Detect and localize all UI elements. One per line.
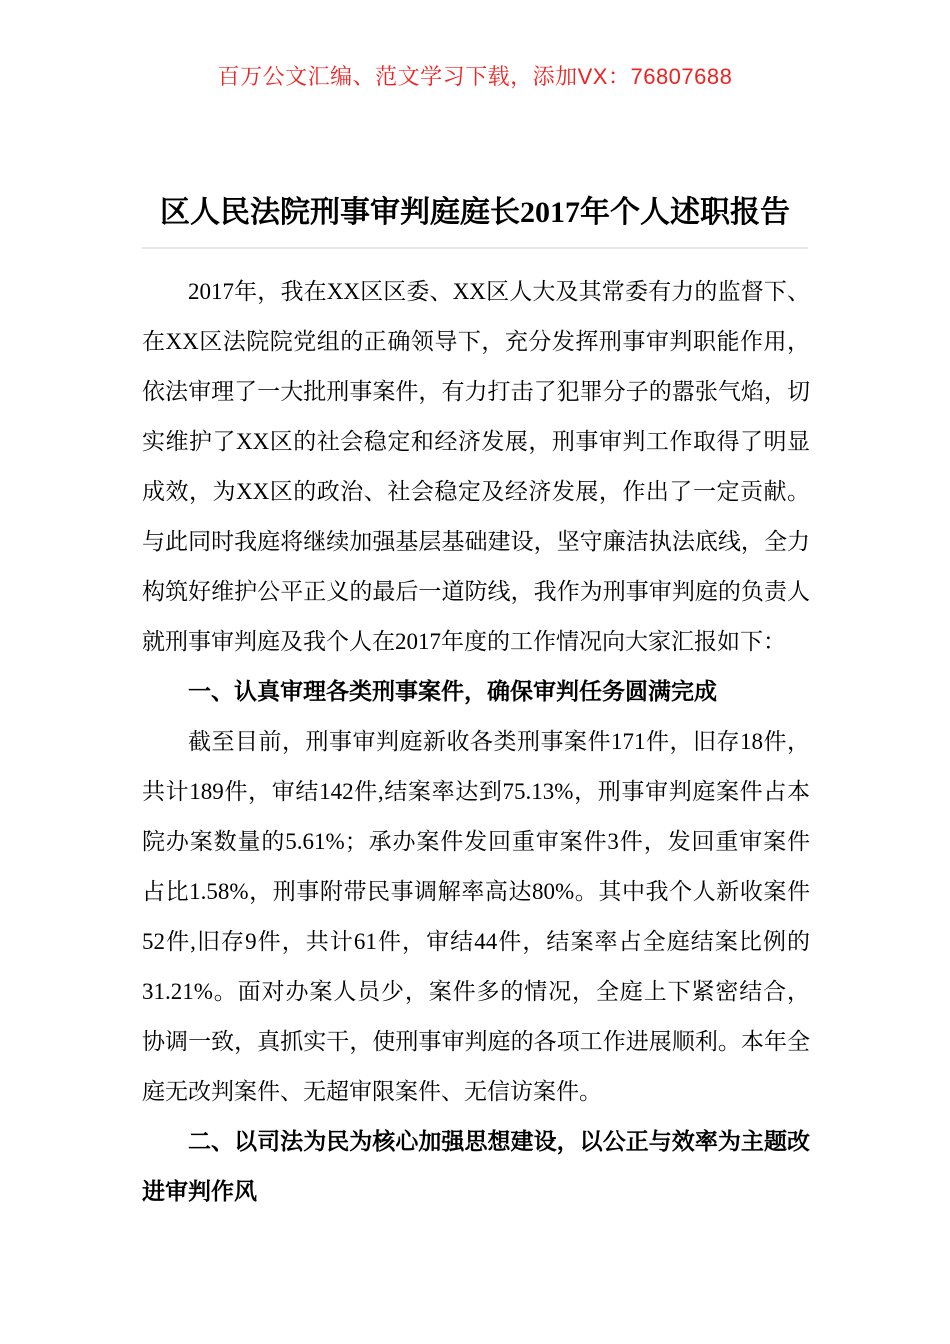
section-heading-1: 一、认真审理各类刑事案件，确保审判任务圆满完成 xyxy=(188,679,717,704)
section-heading-2: 二、以司法为民为核心加强思想建设，以公正与效率为主题改进审判作风 xyxy=(142,1129,810,1204)
promo-text: 百万公文汇编、范文学习下载，添加VX：76807688 xyxy=(217,64,733,89)
document-title: 区人民法院刑事审判庭庭长2017年个人述职报告 xyxy=(160,196,790,229)
promo-banner xyxy=(0,64,950,90)
document-body xyxy=(142,267,810,1217)
paragraph-1: 2017年，我在XX区区委、XX区人大及其常委有力的监督下、在XX区法院院党组的正确领导下，充分发挥刑事审判职能作用，依法审理了一大批刑事案件，有力打击了犯罪分子的嚣张气焰，切实维护了XX区的社会稳定和经济发展，刑事审判工作取得了明显成效，为XX区的政治、社会稳定及经济发展，作出了一定贡献。与此同时我庭将继续加强基层基础建设，坚守廉洁执法底线，全力构筑好维护公平正义的最后一道防线，我作为刑事审判庭的负责人就刑事审判庭及我个人在2017年度的工作情况向大家汇报如下： xyxy=(142,279,810,654)
paragraph-2: 截至目前，刑事审判庭新收各类刑事案件171件，旧存18件，共计189件，审结142件,结案率达到75.13%，刑事审判庭案件占本院办案数量的5.61%；承办案件发回重审案件3件，发回重审案件占比1.58%，刑事附带民事调解率高达80%。其中我个人新收案件52件,旧存9件，共计61件，审结44件，结案率占全庭结案比例的31.21%。面对办案人员少，案件多的情况，全庭上下紧密结合，协调一致，真抓实干，使刑事审判庭的各项工作进展顺利。本年全庭无改判案件、无超审限案件、无信访案件。 xyxy=(142,729,810,1104)
title-divider xyxy=(142,247,808,249)
